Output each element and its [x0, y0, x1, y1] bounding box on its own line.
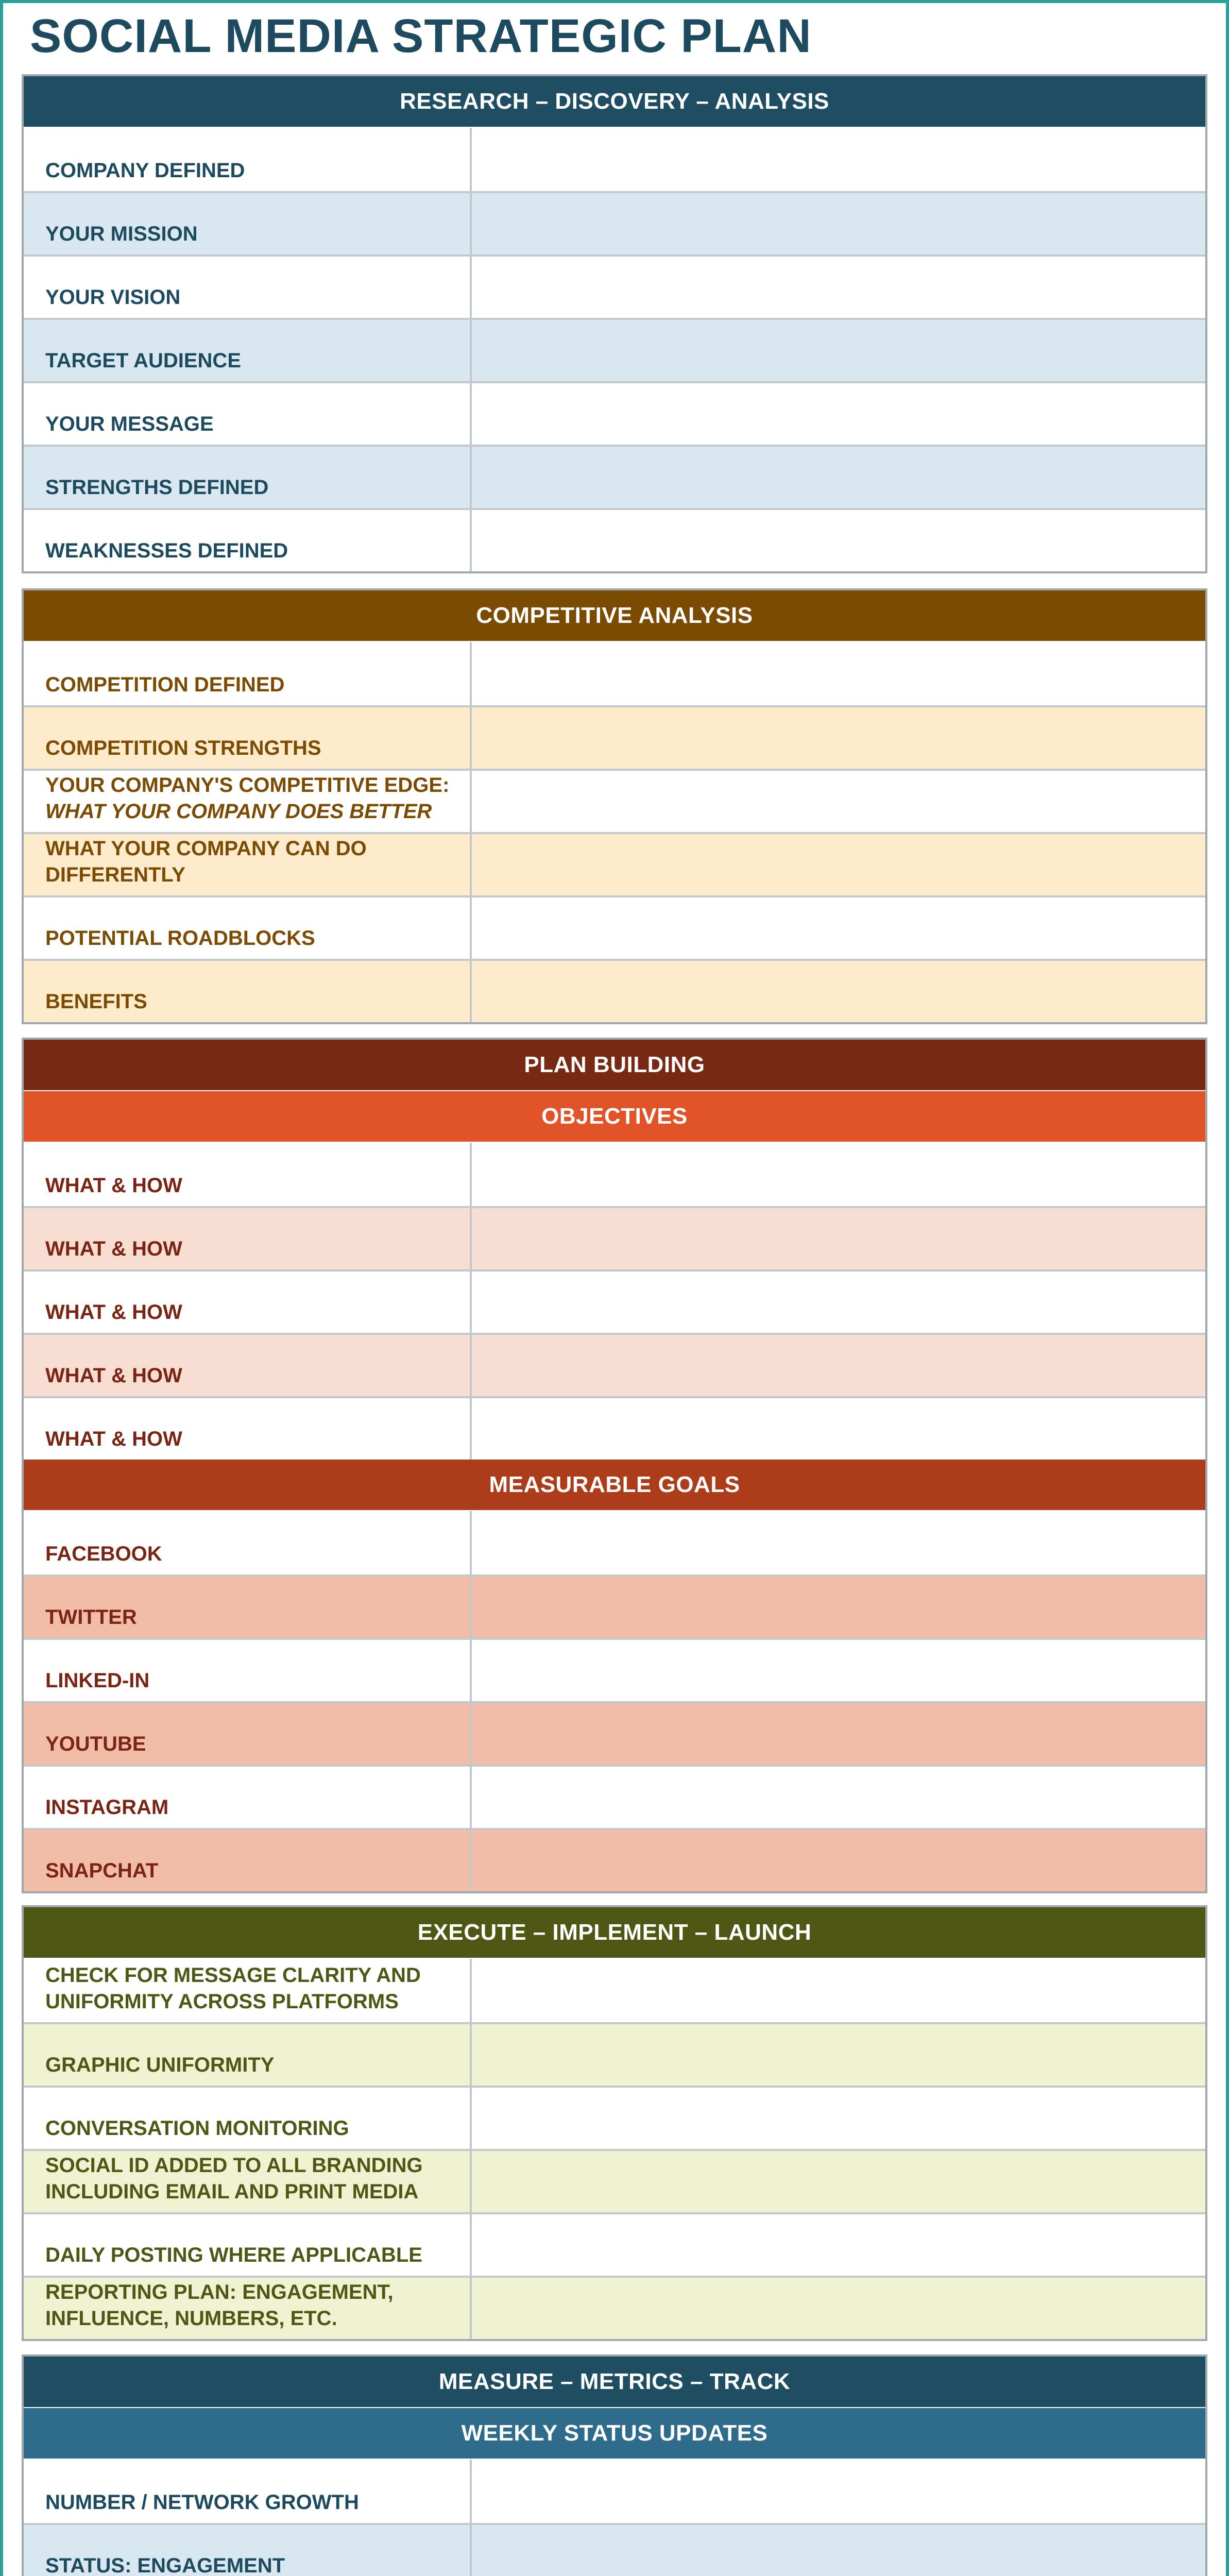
- row-label-line: WHAT & HOW: [45, 1427, 182, 1450]
- row-label-line: SOCIAL ID ADDED TO ALL BRANDING: [45, 2154, 423, 2177]
- weekly-status-header: WEEKLY STATUS UPDATES: [24, 2408, 1205, 2460]
- competitive-row: [24, 832, 1205, 895]
- row-label-line: BENEFITS: [45, 990, 147, 1013]
- row-input-cell[interactable]: [472, 510, 1205, 571]
- row-label: [24, 383, 472, 445]
- row-input-cell[interactable]: [472, 2278, 1205, 2339]
- row-label-line: COMPETITION DEFINED: [45, 673, 285, 696]
- row-input-cell[interactable]: [472, 961, 1205, 1022]
- row-label: [24, 707, 472, 769]
- competitive-header: COMPETITIVE ANALYSIS: [24, 590, 1205, 642]
- row-input-cell[interactable]: [472, 642, 1205, 705]
- objective-row: [24, 1333, 1205, 1396]
- row-label-line: REPORTING PLAN: ENGAGEMENT,: [45, 2280, 394, 2303]
- row-input-cell[interactable]: [472, 383, 1205, 445]
- competitive-row: [24, 959, 1205, 1022]
- row-label: [24, 1830, 472, 1891]
- row-input-cell[interactable]: [472, 834, 1205, 895]
- execute-row: [24, 2276, 1205, 2339]
- row-label-line: SNAPCHAT: [45, 1859, 159, 1882]
- row-label: [24, 320, 472, 381]
- row-label-line: CONVERSATION MONITORING: [45, 2116, 349, 2140]
- execute-row: [24, 2212, 1205, 2276]
- research-row: [24, 508, 1205, 571]
- row-input-cell[interactable]: [472, 2151, 1205, 2212]
- row-label: [24, 257, 472, 318]
- row-label-line: WHAT & HOW: [45, 1174, 182, 1197]
- competitive-section: [22, 588, 1207, 1024]
- row-label: [24, 1208, 472, 1269]
- execute-header: EXECUTE – IMPLEMENT – LAUNCH: [24, 1907, 1205, 1959]
- research-row: [24, 128, 1205, 191]
- weekly-status-row: [24, 2460, 1205, 2523]
- competitive-row: [24, 895, 1205, 959]
- row-label: [24, 1398, 472, 1460]
- goal-row: [24, 1511, 1205, 1574]
- plan-header: PLAN BUILDING: [24, 1040, 1205, 1091]
- row-input-cell[interactable]: [472, 2088, 1205, 2149]
- row-label-line: STATUS: ENGAGEMENT: [45, 2554, 285, 2576]
- row-label: [24, 2024, 472, 2086]
- row-label-line: WHAT YOUR COMPANY DOES BETTER: [45, 800, 432, 823]
- row-input-cell[interactable]: [472, 2214, 1205, 2276]
- row-label: [24, 834, 472, 895]
- row-label-line: GRAPHIC UNIFORMITY: [45, 2053, 275, 2076]
- goal-row: [24, 1765, 1205, 1828]
- row-input-cell[interactable]: [472, 1703, 1205, 1765]
- page-title: SOCIAL MEDIA STRATEGIC PLAN: [30, 10, 812, 62]
- row-label: [24, 1703, 472, 1765]
- row-label: [24, 2214, 472, 2276]
- research-row: [24, 445, 1205, 508]
- objectives-header: OBJECTIVES: [24, 1091, 1205, 1143]
- row-label: [24, 2278, 472, 2339]
- row-label-line: STRENGTHS DEFINED: [45, 476, 269, 499]
- row-input-cell[interactable]: [472, 1577, 1205, 1638]
- goal-row: [24, 1638, 1205, 1701]
- research-row: [24, 318, 1205, 381]
- competitive-row: [24, 769, 1205, 832]
- row-input-cell[interactable]: [472, 1208, 1205, 1269]
- row-input-cell[interactable]: [472, 1830, 1205, 1891]
- row-label-line: POTENTIAL ROADBLOCKS: [45, 926, 315, 950]
- research-row: [24, 255, 1205, 318]
- row-label: [24, 771, 472, 832]
- row-label-line: YOUR COMPANY'S COMPETITIVE EDGE:: [45, 773, 450, 796]
- row-input-cell[interactable]: [472, 1398, 1205, 1460]
- row-label-line: WHAT & HOW: [45, 1364, 182, 1387]
- row-label: [24, 1511, 472, 1574]
- execute-row: [24, 1959, 1205, 2022]
- row-label: [24, 1272, 472, 1333]
- row-input-cell[interactable]: [472, 2525, 1205, 2576]
- goal-row: [24, 1701, 1205, 1765]
- objective-row: [24, 1206, 1205, 1269]
- row-label: [24, 1767, 472, 1828]
- row-input-cell[interactable]: [472, 193, 1205, 255]
- row-label: [24, 961, 472, 1022]
- row-input-cell[interactable]: [472, 707, 1205, 769]
- execute-section: [22, 1905, 1207, 2341]
- row-label-line: INFLUENCE, NUMBERS, ETC.: [45, 2307, 337, 2330]
- row-label: [24, 1640, 472, 1701]
- row-label: [24, 2525, 472, 2576]
- execute-row: [24, 2086, 1205, 2149]
- objective-row: [24, 1396, 1205, 1460]
- row-label-line: COMPETITION STRENGTHS: [45, 736, 321, 759]
- row-label-line: YOUR MISSION: [45, 222, 198, 245]
- row-label: [24, 128, 472, 191]
- execute-row: [24, 2022, 1205, 2086]
- row-input-cell[interactable]: [472, 257, 1205, 318]
- row-input-cell[interactable]: [472, 1335, 1205, 1396]
- row-input-cell[interactable]: [472, 1143, 1205, 1206]
- row-label: [24, 642, 472, 705]
- research-section: [22, 74, 1207, 573]
- row-label: [24, 1335, 472, 1396]
- plan-section: [22, 1038, 1207, 1893]
- objective-row: [24, 1269, 1205, 1333]
- row-label-line: LINKED-IN: [45, 1669, 150, 1692]
- row-input-cell[interactable]: [472, 447, 1205, 508]
- row-label: [24, 193, 472, 255]
- row-input-cell[interactable]: [472, 1511, 1205, 1574]
- row-label-line: YOUR MESSAGE: [45, 412, 214, 435]
- row-label: [24, 510, 472, 571]
- research-header: RESEARCH – DISCOVERY – ANALYSIS: [24, 76, 1205, 128]
- row-label: [24, 447, 472, 508]
- weekly-status-row: [24, 2523, 1205, 2576]
- row-input-cell[interactable]: [472, 771, 1205, 832]
- measurable-goals-header: MEASURABLE GOALS: [24, 1460, 1205, 1511]
- objective-row: [24, 1143, 1205, 1206]
- measure-header: MEASURE – METRICS – TRACK: [24, 2357, 1205, 2408]
- row-label-line: FACEBOOK: [45, 1542, 162, 1565]
- row-label-line: COMPANY DEFINED: [45, 159, 245, 182]
- row-label-line: WEAKNESSES DEFINED: [45, 539, 288, 562]
- row-input-cell[interactable]: [472, 128, 1205, 191]
- execute-row: [24, 2149, 1205, 2212]
- row-label: [24, 1959, 472, 2022]
- measure-section: [22, 2354, 1207, 2576]
- research-row: [24, 381, 1205, 445]
- row-label-line: DAILY POSTING WHERE APPLICABLE: [45, 2243, 422, 2266]
- row-label-line: WHAT YOUR COMPANY CAN DO: [45, 837, 367, 860]
- row-label-line: TWITTER: [45, 1605, 137, 1629]
- row-label: [24, 2088, 472, 2149]
- row-label-line: TARGET AUDIENCE: [45, 349, 241, 372]
- row-label-line: WHAT & HOW: [45, 1300, 182, 1324]
- row-input-cell[interactable]: [472, 1272, 1205, 1333]
- row-label: [24, 2460, 472, 2523]
- row-input-cell[interactable]: [472, 1640, 1205, 1701]
- row-label: [24, 897, 472, 959]
- row-label-line: DIFFERENTLY: [45, 863, 185, 886]
- goal-row: [24, 1828, 1205, 1891]
- row-label-line: UNIFORMITY ACROSS PLATFORMS: [45, 1990, 399, 2013]
- row-label-line: WHAT & HOW: [45, 1237, 182, 1260]
- row-input-cell[interactable]: [472, 2024, 1205, 2086]
- row-label-line: CHECK FOR MESSAGE CLARITY AND: [45, 1963, 421, 1987]
- row-input-cell[interactable]: [472, 1959, 1205, 2022]
- research-row: [24, 191, 1205, 255]
- goal-row: [24, 1574, 1205, 1638]
- row-label-line: NUMBER / NETWORK GROWTH: [45, 2490, 359, 2514]
- row-label-line: INCLUDING EMAIL AND PRINT MEDIA: [45, 2180, 419, 2203]
- row-label-line: YOUR VISION: [45, 285, 181, 309]
- row-label: [24, 1577, 472, 1638]
- competitive-row: [24, 705, 1205, 769]
- row-label: [24, 2151, 472, 2212]
- row-label-line: INSTAGRAM: [45, 1795, 169, 1819]
- row-input-cell[interactable]: [472, 1767, 1205, 1828]
- row-input-cell[interactable]: [472, 2460, 1205, 2523]
- competitive-row: [24, 642, 1205, 705]
- row-label: [24, 1143, 472, 1206]
- row-input-cell[interactable]: [472, 320, 1205, 381]
- row-label-line: YOUTUBE: [45, 1732, 146, 1755]
- row-input-cell[interactable]: [472, 897, 1205, 959]
